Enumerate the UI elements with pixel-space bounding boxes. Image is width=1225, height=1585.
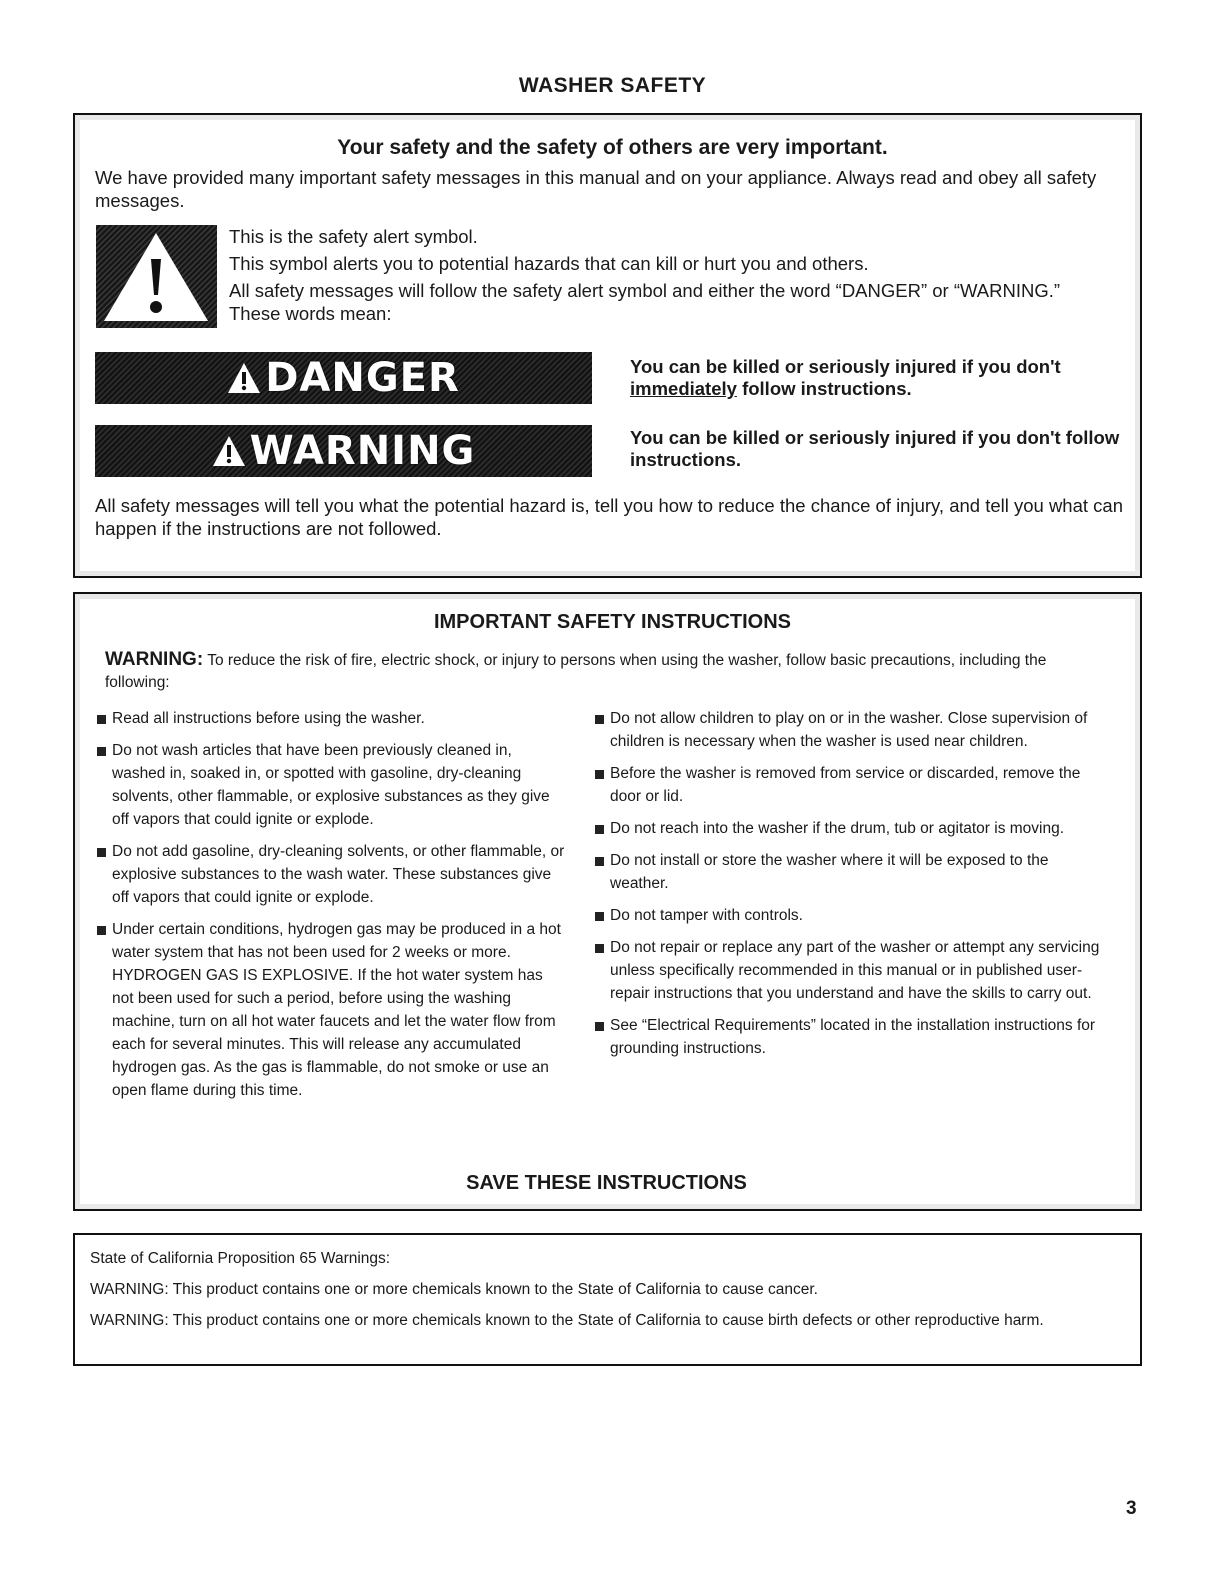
list-item: Do not tamper with controls. <box>595 904 1105 927</box>
square-bullet-icon <box>595 944 604 953</box>
danger-signal-panel <box>95 352 592 404</box>
instructions-warning <box>105 649 1105 694</box>
warning-signal-panel <box>95 425 592 477</box>
list-item: See “Electrical Requirements” located in the installation instructions for grounding instructions. <box>595 1014 1105 1060</box>
alert-line: This symbol alerts you to potential hazards that can kill or hurt you and others. <box>229 253 869 274</box>
square-bullet-icon <box>97 926 106 935</box>
page-title: WASHER SAFETY <box>518 74 707 97</box>
list-item: Read all instructions before using the washer. <box>97 707 567 730</box>
square-bullet-icon <box>595 857 604 866</box>
warning-label: WARNING: <box>105 649 204 670</box>
alert-triangle-icon <box>227 362 261 394</box>
list-item: Do not allow children to play on or in the washer. Close supervision of children is necessary when the washer is used near children. <box>595 707 1105 753</box>
list-item: Do not install or store the washer where it will be exposed to the weather. <box>595 849 1105 895</box>
instructions-right-column <box>595 707 1105 1069</box>
prop65-warning: WARNING: This product contains one or more chemicals known to the State of California to cause birth defects or other reproductive harm. <box>90 1312 1044 1329</box>
square-bullet-icon <box>97 848 106 857</box>
warning-text: To reduce the risk of fire, electric shock, or injury to persons when using the washer, follow basic precautions, including the following: <box>105 652 1047 691</box>
page-number: 3 <box>1126 1498 1137 1519</box>
list-item: Do not wash articles that have been previously cleaned in, washed in, soaked in, or spotted with gasoline, dry-cleaning solvents, other flammable, or explosive substances as they give off vapors that could ignite or explode. <box>97 739 567 831</box>
safety-outro-text: All safety messages will tell you what the potential hazard is, tell you how to reduce the chance of injury, and tell you what can happen if the instructions are not followed. <box>95 495 1123 539</box>
square-bullet-icon <box>97 747 106 756</box>
danger-description: You can be killed or seriously injured if you don't immediately follow instructions. <box>630 356 1061 399</box>
warning-word: WARNING <box>249 428 476 474</box>
list-item: Do not add gasoline, dry-cleaning solvents, or other flammable, or explosive substances to the wash water. These substances give off vapors that could ignite or explode. <box>97 840 567 909</box>
prop65-warnings <box>90 1248 1120 1341</box>
safety-intro-heading: Your safety and the safety of others are very important. <box>337 136 888 159</box>
instructions-heading: IMPORTANT SAFETY INSTRUCTIONS <box>433 611 792 633</box>
safety-intro-text: We have provided many important safety messages in this manual and on your appliance. Always read and obey all safety messages. <box>95 167 1097 211</box>
underlined-word: immediately <box>630 378 737 399</box>
square-bullet-icon <box>595 770 604 779</box>
list-item: Do not reach into the washer if the drum, tub or agitator is moving. <box>595 817 1105 840</box>
alert-line: This is the safety alert symbol. <box>229 226 478 247</box>
square-bullet-icon <box>595 825 604 834</box>
square-bullet-icon <box>595 1022 604 1031</box>
safety-alert-symbol-icon <box>96 225 217 328</box>
save-instructions-heading: SAVE THESE INSTRUCTIONS <box>466 1172 747 1194</box>
prop65-warning: WARNING: This product contains one or more chemicals known to the State of California to cause cancer. <box>90 1281 818 1298</box>
instructions-left-column <box>97 707 567 1111</box>
list-item: Before the washer is removed from service or discarded, remove the door or lid. <box>595 762 1105 808</box>
square-bullet-icon <box>595 912 604 921</box>
prop65-title: State of California Proposition 65 Warnings: <box>90 1250 391 1267</box>
square-bullet-icon <box>595 715 604 724</box>
alert-triangle-icon <box>212 435 246 467</box>
square-bullet-icon <box>97 715 106 724</box>
danger-word: DANGER <box>265 355 460 401</box>
warning-description: You can be killed or seriously injured if you don't follow instructions. <box>630 427 1120 470</box>
list-item: Under certain conditions, hydrogen gas may be produced in a hot water system that has not been used for 2 weeks or more. HYDROGEN GAS IS EXPLOSIVE. If the hot water system has not been used for such a period, before using the washing machine, turn on all hot water faucets and let the water flow from each for several minutes. This will release any accumulated hydrogen gas. As the gas is flammable, do not smoke or use an open flame during this time. <box>97 918 567 1102</box>
safety-alert-explanation <box>229 225 1109 329</box>
list-item: Do not repair or replace any part of the washer or attempt any servicing unless specifically recommended in this manual or in published user-repair instructions that you understand and have the skills to carry out. <box>595 936 1105 1005</box>
alert-line: All safety messages will follow the safety alert symbol and either the word “DANGER” or “WARNING.” These words mean: <box>229 280 1061 324</box>
